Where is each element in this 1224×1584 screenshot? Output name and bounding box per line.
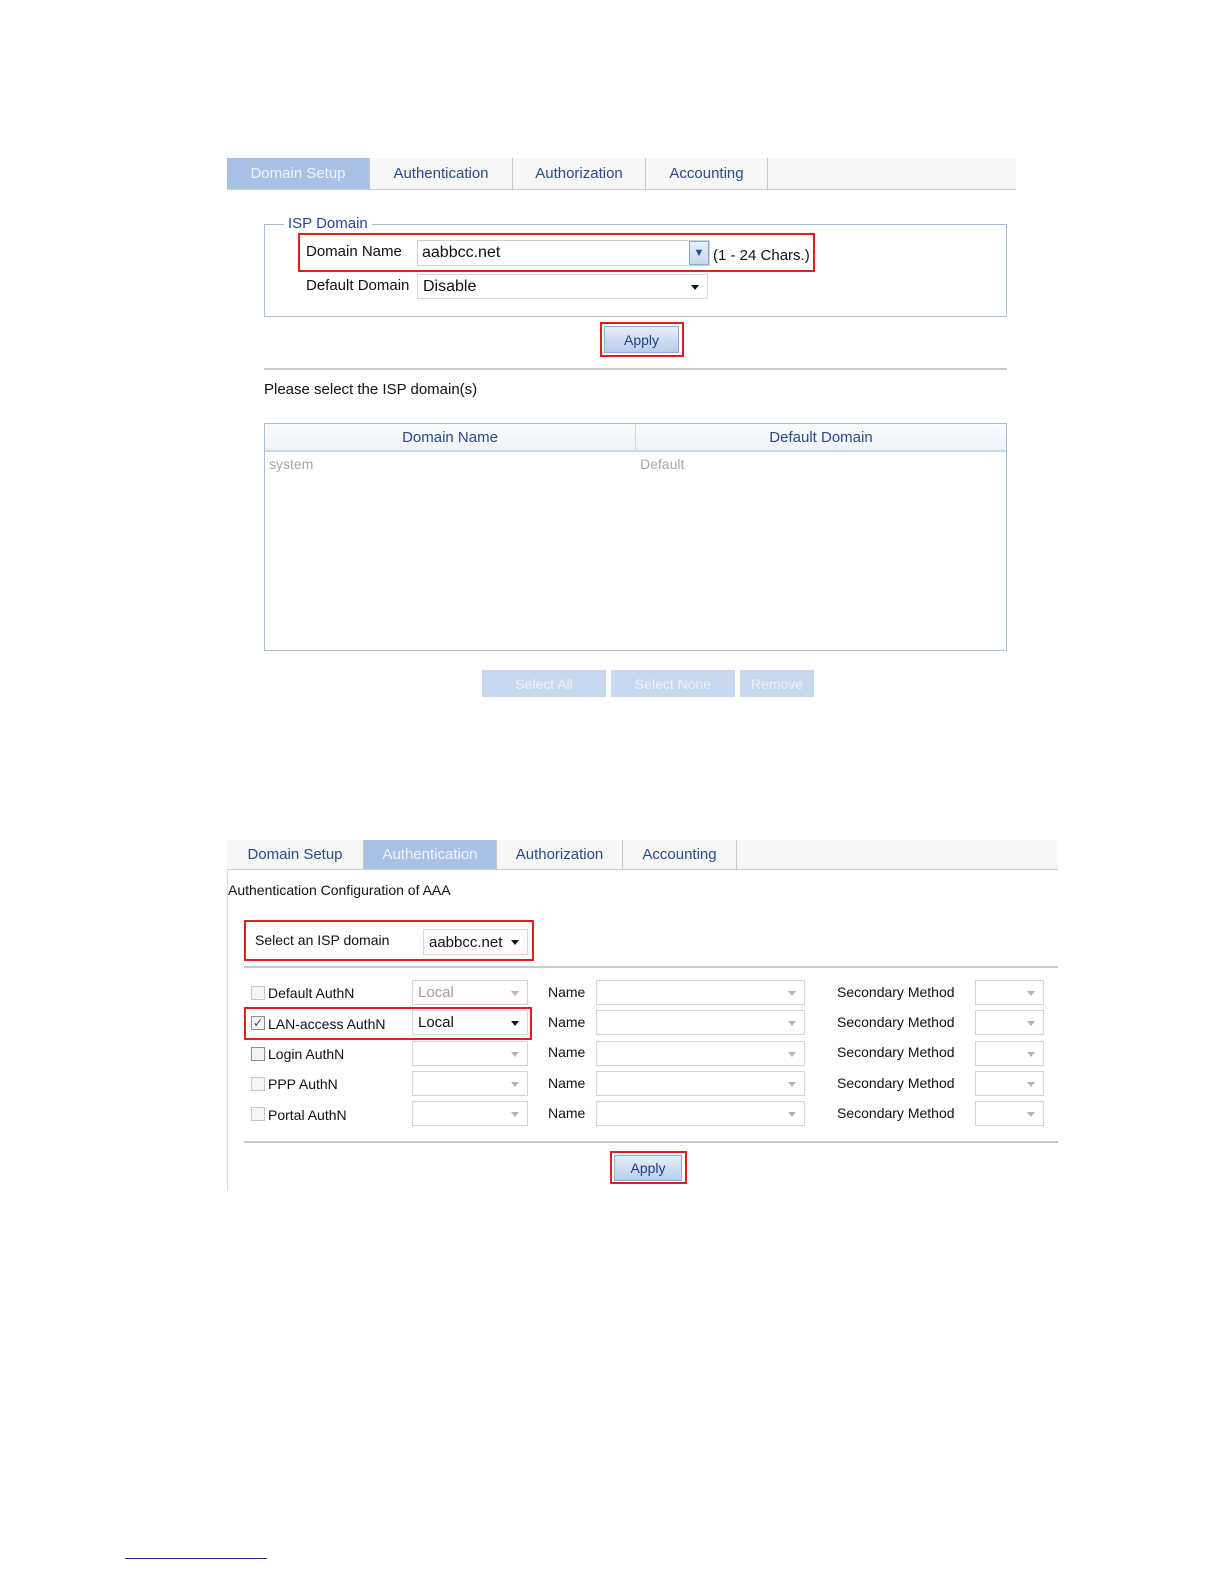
chars-hint: (1 - 24 Chars.) (713, 247, 810, 264)
domain-name-label: Domain Name (306, 243, 402, 260)
tab-domain-setup[interactable]: Domain Setup (227, 840, 364, 869)
ppp-authn-secondary-select[interactable] (975, 1071, 1044, 1096)
default-authn-method-value: Local (418, 984, 454, 1001)
login-authn-secondary-select[interactable] (975, 1041, 1044, 1066)
portal-authn-secondary-select[interactable] (975, 1101, 1044, 1126)
isp-domain-highlight (244, 920, 534, 961)
chevron-down-icon (511, 1082, 519, 1087)
apply-highlight (600, 322, 684, 357)
tab-authorization[interactable]: Authorization (497, 840, 623, 869)
ppp-authn-name-label: Name (548, 1075, 586, 1091)
default-authn-secondary-select[interactable] (975, 980, 1044, 1005)
chevron-down-icon (511, 1112, 519, 1117)
divider (264, 368, 1007, 370)
login-authn-secondary-label: Secondary Method (837, 1044, 955, 1060)
chevron-down-icon (788, 1082, 796, 1087)
remove-button[interactable]: Remove (740, 670, 814, 697)
portal-authn-secondary-label: Secondary Method (837, 1105, 955, 1121)
domain-name-highlight (298, 233, 815, 272)
tab-authorization[interactable]: Authorization (513, 158, 646, 189)
portal-authn-name-select[interactable] (596, 1101, 805, 1126)
portal-authn-method-select[interactable] (412, 1101, 528, 1126)
chevron-down-icon (1027, 1082, 1035, 1087)
select-none-button[interactable]: Select None (611, 670, 735, 697)
tab-bar-authentication-view (227, 840, 1058, 870)
divider (244, 1141, 1058, 1143)
cell-domain-name: system (269, 456, 314, 472)
select-all-button[interactable]: Select All (482, 670, 606, 697)
chevron-down-icon (788, 991, 796, 996)
ppp-authn-name-select[interactable] (596, 1071, 805, 1096)
chevron-down-icon (788, 1052, 796, 1057)
lan-access-authn-name-label: Name (548, 1014, 586, 1030)
chevron-down-icon (1027, 1021, 1035, 1026)
login-authn-method-select[interactable] (412, 1041, 528, 1066)
default-authn-label: Default AuthN (268, 985, 355, 1001)
isp-domain-label: Select an ISP domain (255, 932, 390, 948)
tab-accounting[interactable]: Accounting (623, 840, 737, 869)
divider (244, 966, 1058, 968)
login-authn-name-label: Name (548, 1044, 586, 1060)
chevron-down-icon (511, 1052, 519, 1057)
column-header-domain-name[interactable]: Domain Name (265, 424, 636, 450)
default-domain-label: Default Domain (306, 277, 410, 294)
grid-header (265, 424, 1006, 452)
lan-access-highlight (244, 1007, 532, 1040)
ppp-authn-method-select[interactable] (412, 1071, 528, 1096)
table-row[interactable] (265, 454, 1006, 476)
tab-authentication[interactable]: Authentication (370, 158, 513, 189)
chevron-down-icon (788, 1021, 796, 1026)
default-authn-name-select[interactable] (596, 980, 805, 1005)
chevron-down-icon (1027, 1052, 1035, 1057)
column-header-default-domain[interactable]: Default Domain (769, 428, 873, 446)
default-authn-name-label: Name (548, 984, 586, 1000)
portal-authn-checkbox[interactable] (251, 1107, 265, 1121)
tab-accounting[interactable]: Accounting (646, 158, 768, 189)
default-authn-method-select[interactable] (412, 980, 528, 1005)
authentication-heading: Authentication Configuration of AAA (228, 882, 451, 898)
domain-name-input[interactable]: aabbcc.net (417, 240, 710, 266)
isp-domain-value: aabbcc.net (429, 933, 503, 951)
login-authn-checkbox[interactable] (251, 1047, 265, 1061)
lan-access-authn-secondary-label: Secondary Method (837, 1014, 955, 1030)
tab-bar-domain-setup-view (227, 158, 1016, 190)
ppp-authn-secondary-label: Secondary Method (837, 1075, 955, 1091)
footnote-rule (125, 1558, 267, 1559)
apply-highlight (610, 1151, 687, 1184)
default-domain-select[interactable] (417, 274, 708, 299)
chevron-down-icon (1027, 991, 1035, 996)
default-authn-secondary-label: Secondary Method (837, 984, 955, 1000)
check-icon: ✓ (252, 1016, 264, 1030)
chevron-down-icon (511, 991, 519, 996)
login-authn-label: Login AuthN (268, 1046, 345, 1062)
ppp-authn-label: PPP AuthN (268, 1076, 338, 1092)
chevron-down-icon (788, 1112, 796, 1117)
portal-authn-name-label: Name (548, 1105, 586, 1121)
tab-authentication[interactable]: Authentication (364, 840, 497, 869)
default-domain-value: Disable (423, 277, 477, 295)
select-domain-prompt: Please select the ISP domain(s) (264, 381, 478, 398)
cell-default-domain: Default (640, 456, 685, 472)
apply-button[interactable]: Apply (614, 1155, 682, 1181)
chevron-down-icon (1027, 1112, 1035, 1117)
apply-button[interactable]: Apply (604, 326, 679, 353)
portal-authn-label: Portal AuthN (268, 1107, 347, 1123)
lan-access-authn-secondary-select[interactable] (975, 1010, 1044, 1035)
domain-grid (264, 423, 1007, 651)
panel-left-border (227, 870, 228, 1190)
login-authn-name-select[interactable] (596, 1041, 805, 1066)
chevron-down-icon (691, 285, 699, 290)
lan-access-authn-name-select[interactable] (596, 1010, 805, 1035)
default-authn-checkbox[interactable] (251, 986, 265, 1000)
isp-domain-legend: ISP Domain (284, 215, 372, 232)
ppp-authn-checkbox[interactable] (251, 1077, 265, 1091)
lan-access-authn-method-value: Local (418, 1014, 454, 1031)
lan-access-authn-label: LAN-access AuthN (268, 1016, 386, 1032)
tab-domain-setup[interactable]: Domain Setup (227, 158, 370, 189)
chevron-down-icon: ▼ (693, 247, 705, 259)
